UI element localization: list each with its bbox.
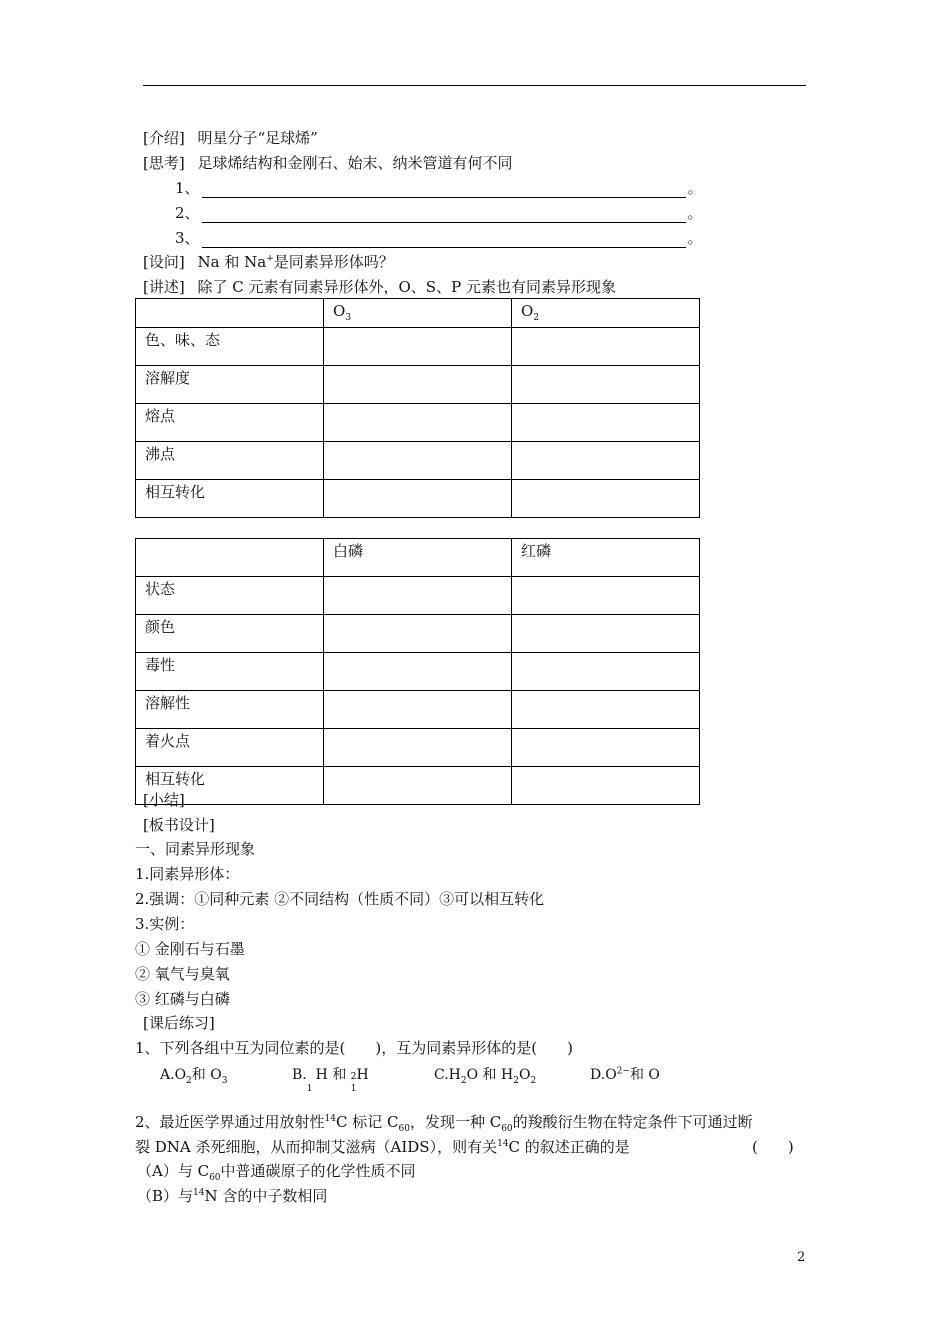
- table-row: [136, 691, 700, 729]
- question-post: 是同素异形体吗？: [273, 253, 394, 271]
- table-cell[interactable]: [324, 577, 512, 615]
- question-2-line-1: 2、最近医学界通过用放射性$^{14}$C 标记 $C_{60}$，发现一种 $C_{60}$的羧酸衍生物在特定条件下可通过断: [135, 1113, 753, 1134]
- fill-in-blank[interactable]: [202, 182, 686, 198]
- board-line: ① 金刚石与石墨: [135, 940, 245, 958]
- table-cell[interactable]: [512, 577, 700, 615]
- table-cell[interactable]: [324, 442, 512, 480]
- table-cell[interactable]: [324, 615, 512, 653]
- table-header-row: [136, 299, 700, 328]
- board-line: 2.强调：①同种元素 ②不同结构（性质不同）③可以相互转化: [135, 890, 545, 908]
- board-line: 3.实例：: [135, 915, 195, 933]
- row-label: 颜色: [136, 615, 324, 653]
- row-label: 相互转化: [136, 480, 324, 518]
- intro-text: 明星分子“足球烯”: [197, 129, 318, 147]
- table-header-cell: $O_3$: [324, 299, 512, 328]
- table-row: [136, 615, 700, 653]
- board-line: ③ 红磷与白磷: [135, 990, 230, 1008]
- row-label: 状态: [136, 577, 324, 615]
- blank-number: 1、: [175, 179, 200, 197]
- table-row: [136, 404, 700, 442]
- blank-end: 。: [687, 229, 703, 247]
- phosphorus-table: [135, 538, 700, 805]
- table-cell[interactable]: [512, 653, 700, 691]
- table-row: [136, 328, 700, 366]
- blank-end: 。: [687, 179, 703, 197]
- lecture-line: [143, 277, 616, 297]
- board-line: 1.同素异形体：: [135, 865, 240, 883]
- blank-end: 。: [687, 204, 703, 222]
- row-label: 相互转化: [136, 767, 324, 805]
- blank-line-1: [175, 178, 703, 198]
- question-line: [143, 252, 394, 272]
- q1-option-c[interactable]: $C.H_2O$ 和 $H_2O_2$: [434, 1067, 537, 1086]
- table-cell[interactable]: [324, 729, 512, 767]
- row-label: 沸点: [136, 442, 324, 480]
- table-cell[interactable]: [324, 691, 512, 729]
- table-cell[interactable]: [512, 767, 700, 805]
- question-sup: +: [266, 254, 274, 264]
- summary-tag: [小结]: [143, 791, 185, 809]
- table-cell[interactable]: [324, 404, 512, 442]
- exercise-tag: [课后练习]: [143, 1014, 215, 1032]
- board-tag: [板书设计]: [143, 816, 215, 834]
- row-label: 溶解度: [136, 366, 324, 404]
- table-cell[interactable]: [512, 328, 700, 366]
- table-header-row: [136, 539, 700, 577]
- table-header-cell: [136, 539, 324, 577]
- blank-line-3: [175, 228, 703, 248]
- table-row: [136, 577, 700, 615]
- answer-paren[interactable]: ( ): [752, 1138, 794, 1156]
- fill-in-blank[interactable]: [202, 232, 686, 248]
- table-cell[interactable]: [512, 691, 700, 729]
- q2-option-b[interactable]: （B）与$^{14}$N 含的中子数相同: [137, 1187, 328, 1205]
- ozone-oxygen-table: [135, 298, 700, 518]
- header-rule: [143, 85, 806, 86]
- table-cell[interactable]: [324, 328, 512, 366]
- blank-line-2: [175, 203, 703, 223]
- row-label: 毒性: [136, 653, 324, 691]
- row-label: 熔点: [136, 404, 324, 442]
- table-cell[interactable]: [512, 366, 700, 404]
- board-line: ② 氧气与臭氧: [135, 965, 230, 983]
- table-cell[interactable]: [324, 366, 512, 404]
- q1-option-a[interactable]: $A.O_2$和 $O_3$: [160, 1067, 228, 1086]
- table-cell[interactable]: [512, 480, 700, 518]
- table-cell[interactable]: [512, 404, 700, 442]
- think-tag: [思考]: [143, 154, 185, 172]
- fill-in-blank[interactable]: [202, 207, 686, 223]
- question-pre: Na 和 Na: [197, 253, 267, 271]
- q1-option-b[interactable]: B. 1 H 和 1 2H: [292, 1067, 369, 1094]
- row-label: 色、味、态: [136, 328, 324, 366]
- table-cell[interactable]: [324, 653, 512, 691]
- row-label: 着火点: [136, 729, 324, 767]
- intro-tag: [介绍]: [143, 129, 185, 147]
- table-row: [136, 767, 700, 805]
- q2-option-a[interactable]: （A）与 $C_{60}$中普通碳原子的化学性质不同: [137, 1162, 416, 1183]
- row-label: 溶解性: [136, 691, 324, 729]
- question-tag: [设问]: [143, 253, 185, 271]
- lecture-text: 除了 C 元素有同素异形体外，O、S、P 元素也有同素异形现象: [197, 278, 616, 296]
- table-cell[interactable]: [512, 615, 700, 653]
- think-line: [143, 153, 513, 173]
- table-cell[interactable]: [512, 442, 700, 480]
- q1-option-d[interactable]: $D.O^{2-}$和 O: [590, 1066, 660, 1083]
- table-header-cell: [136, 299, 324, 328]
- board-line: 一、同素异形现象: [135, 840, 256, 858]
- table-header-cell: 白磷: [324, 539, 512, 577]
- lecture-tag: [讲述]: [143, 278, 185, 296]
- question-1-stem: 1、下列各组中互为同位素的是( )，互为同素异形体的是( ): [135, 1039, 573, 1057]
- table-row: [136, 366, 700, 404]
- blank-number: 2、: [175, 204, 200, 222]
- page-number: 2: [797, 1250, 806, 1265]
- table-cell[interactable]: [324, 480, 512, 518]
- intro-line: [143, 128, 318, 148]
- table-row: [136, 653, 700, 691]
- table-row: [136, 442, 700, 480]
- table-header-cell: 红磷: [512, 539, 700, 577]
- think-text: 足球烯结构和金刚石、始末、纳米管道有何不同: [197, 154, 513, 172]
- table-header-cell: $O_2$: [512, 299, 700, 328]
- blank-number: 3、: [175, 229, 200, 247]
- table-cell[interactable]: [512, 729, 700, 767]
- table-row: [136, 480, 700, 518]
- table-row: [136, 729, 700, 767]
- table-cell[interactable]: [324, 767, 512, 805]
- question-2-line-2: 裂 DNA 杀死细胞，从而抑制艾滋病（AIDS），则有关$^{14}$C 的叙述正确的是: [135, 1138, 630, 1156]
